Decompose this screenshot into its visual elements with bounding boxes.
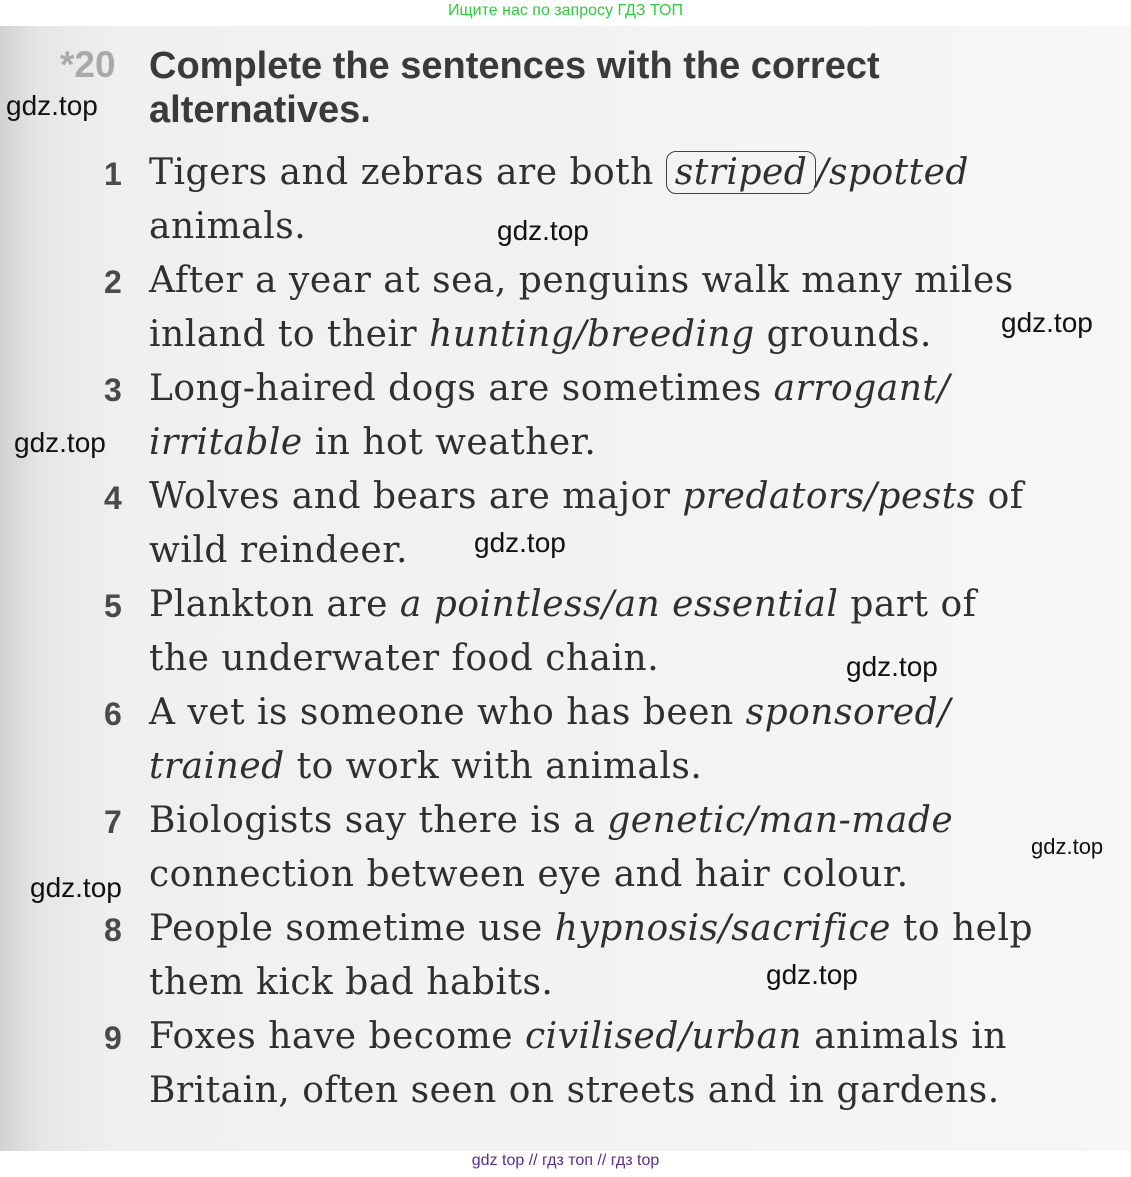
item-4-line-1	[149, 476, 1024, 517]
item-7-line-2	[149, 854, 909, 895]
watermark: gdz.top	[766, 959, 858, 990]
item-3-line-2	[149, 422, 596, 463]
item-7-line-1	[149, 800, 953, 841]
item-2-line-1	[149, 260, 1014, 301]
watermark: gdz.top	[846, 651, 938, 682]
item-5-text: Plankton are	[149, 584, 400, 625]
item-9-text-2: animals in	[802, 1016, 1007, 1057]
item-number-9: 9	[104, 1020, 122, 1056]
item-5-line-2	[149, 638, 659, 679]
item-number-8: 8	[104, 912, 122, 948]
item-8-text-2: to help	[890, 908, 1033, 949]
item-9-text: Foxes have become	[149, 1016, 526, 1057]
item-3-line-1	[149, 368, 950, 409]
item-1-line-2	[149, 206, 306, 247]
item-9-text-3: Britain, often seen on streets and in gardens.	[149, 1070, 1000, 1111]
item-8-text-3: them kick bad habits.	[149, 962, 554, 1003]
item-6-text: A vet is someone who has been	[149, 692, 746, 733]
item-9-line-2	[149, 1070, 1000, 1111]
item-6-line-2	[149, 746, 702, 787]
item-8-line-2	[149, 962, 553, 1003]
item-number-2: 2	[104, 264, 122, 300]
item-4-text: Wolves and bears are major	[149, 476, 683, 517]
item-3-text: Long-haired dogs are sometimes	[149, 368, 774, 409]
item-7-alternatives: genetic/man-made	[607, 800, 954, 841]
item-number-3: 3	[104, 372, 122, 408]
item-6-text-2: to work with animals.	[284, 746, 703, 787]
watermark: gdz.top	[497, 215, 589, 246]
item-2-alternatives: hunting/breeding	[429, 314, 755, 355]
item-5-text-3: the underwater food chain.	[149, 638, 660, 679]
item-4-alternatives: predators/pests	[682, 476, 976, 517]
item-2-text-3: grounds.	[754, 314, 932, 355]
item-3-text-2: in hot weather.	[302, 422, 597, 463]
item-7-text-2: connection between eye and hair colour.	[149, 854, 909, 895]
item-4-text-2: of	[975, 476, 1024, 517]
watermark: gdz.top	[1031, 834, 1104, 859]
item-4-text-3: wild reindeer.	[149, 530, 408, 571]
item-2-text: After a year at sea, penguins walk many miles	[149, 260, 1014, 301]
item-6-alternatives-2: trained	[149, 746, 285, 787]
item-8-text: People sometime use	[149, 908, 555, 949]
item-number-7: 7	[104, 804, 122, 840]
item-4-line-2	[149, 530, 408, 571]
item-number-4: 4	[104, 480, 122, 516]
item-6-alternatives: sponsored/	[745, 692, 951, 733]
item-9-line-1	[149, 1016, 1007, 1057]
item-7-text: Biologists say there is a	[149, 800, 608, 841]
exercise-title: Complete the sentences with the correct alternatives.	[149, 45, 880, 131]
watermark: gdz.top	[1001, 307, 1093, 338]
item-3-alternatives: arrogant/	[773, 368, 951, 409]
watermark: gdz.top	[30, 872, 122, 903]
item-8-line-1	[149, 908, 1033, 949]
item-5-alternatives: a pointless/an essential	[399, 584, 839, 625]
watermark: gdz.top	[6, 90, 98, 121]
item-number-1: 1	[104, 156, 122, 192]
item-8-alternatives: hypnosis/sacrifice	[554, 908, 891, 949]
item-1-text-2: animals.	[149, 206, 307, 247]
item-3-alternatives-2: irritable	[149, 422, 303, 463]
item-1-answer-circled: striped	[666, 151, 817, 194]
item-5-text-2: part of	[838, 584, 977, 625]
footer-links[interactable]: gdz top // гдз топ // гдз top	[471, 1152, 660, 1169]
item-9-alternatives: civilised/urban	[525, 1016, 803, 1057]
top-banner[interactable]: Ищите нас по запросу ГДЗ ТОП	[448, 2, 683, 19]
watermark: gdz.top	[14, 427, 106, 458]
item-6-line-1	[149, 692, 951, 733]
item-2-text-2: inland to their	[149, 314, 430, 355]
exercise-number: *20	[60, 44, 116, 85]
item-1-line-1	[149, 152, 969, 193]
item-number-6: 6	[104, 696, 122, 732]
item-1-text: Tigers and zebras are both	[149, 152, 666, 193]
item-5-line-1	[149, 584, 976, 625]
item-number-5: 5	[104, 588, 122, 624]
watermark: gdz.top	[474, 527, 566, 558]
item-2-line-2	[149, 314, 932, 355]
item-1-alternative: /spotted	[816, 152, 969, 193]
